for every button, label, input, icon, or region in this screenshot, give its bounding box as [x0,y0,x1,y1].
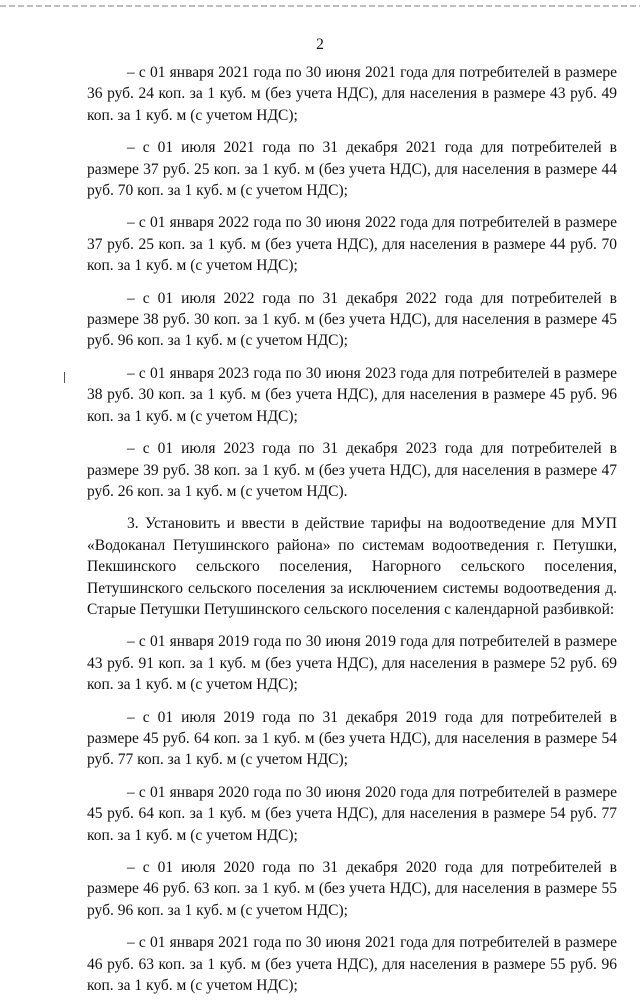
tariff-item: – с 01 января 2021 года по 30 июня 2021 года для потребителей в размере 46 руб. 63 коп. за 1 куб. м (без учета НДС), для населения в размере 55 руб. 96 коп. за 1 куб. м (с учетом НДС); [87,934,617,995]
tariff-item: – с 01 июля 2022 года по 31 декабря 2022 года для потребителей в размере 38 руб. 30 коп. за 1 куб. м (без учета НДС), для населения в размере 45 руб. 96 коп. за 1 куб. м (с учетом НДС); [87,289,617,350]
section-3-paragraph: 3. Установить и ввести в действие тарифы на водоотведение для МУП «Водоканал Петушинского района» по системам водоотведения г. Петушки, Пекшинского сельского поселения, Нагорного сельского поселения, Петушинского сельского поселения за исключением системы водоотведения д. Старые Петушки Петушинского сельского поселения с календарной разбивкой: [87,515,617,618]
margin-mark [64,372,65,383]
page-number: 2 [316,36,324,53]
tariff-item: – с 01 января 2023 года по 30 июня 2023 года для потребителей в размере 38 руб. 30 коп. за 1 куб. м (без учета НДС), для населения в размере 45 руб. 96 коп. за 1 куб. м (с учетом НДС); [87,364,617,425]
document-body [87,62,617,1007]
tariff-item: – с 01 января 2019 года по 30 июня 2019 года для потребителей в размере 43 руб. 91 коп. за 1 куб. м (без учета НДС), для населения в размере 52 руб. 69 коп. за 1 куб. м (с учетом НДС); [87,633,617,694]
tariff-item: – с 01 июля 2019 года по 31 декабря 2019 года для потребителей в размере 45 руб. 64 коп. за 1 куб. м (без учета НДС), для населения в размере 54 руб. 77 коп. за 1 куб. м (с учетом НДС); [87,708,617,769]
tariff-item: – с 01 января 2020 года по 30 июня 2020 года для потребителей в размере 45 руб. 64 коп. за 1 куб. м (без учета НДС), для населения в размере 54 руб. 77 коп. за 1 куб. м (с учетом НДС); [87,783,617,844]
tariff-item: – с 01 июля 2023 года по 31 декабря 2023 года для потребителей в размере 39 руб. 38 коп. за 1 куб. м (без учета НДС), для населения в размере 47 руб. 26 коп. за 1 куб. м (с учетом НДС). [87,440,617,500]
scan-top-edge [0,5,640,7]
tariff-item: – с 01 января 2021 года по 30 июня 2021 года для потребителей в размере 36 руб. 24 коп. за 1 куб. м (без учета НДС), для населения в размере 43 руб. 49 коп. за 1 куб. м (с учетом НДС); [87,64,617,124]
tariff-item: – с 01 января 2022 года по 30 июня 2022 года для потребителей в размере 37 руб. 25 коп. за 1 куб. м (без учета НДС), для населения в размере 44 руб. 70 коп. за 1 куб. м (с учетом НДС); [87,214,617,275]
tariff-item: – с 01 июля 2020 года по 31 декабря 2020 года для потребителей в размере 46 руб. 63 коп. за 1 куб. м (без учета НДС), для населения в размере 55 руб. 96 коп. за 1 куб. м (с учетом НДС); [87,859,617,919]
tariff-item: – с 01 июля 2021 года по 31 декабря 2021 года для потребителей в размере 37 руб. 25 коп. за 1 куб. м (без учета НДС), для населения в размере 44 руб. 70 коп. за 1 куб. м (с учетом НДС); [87,139,617,200]
